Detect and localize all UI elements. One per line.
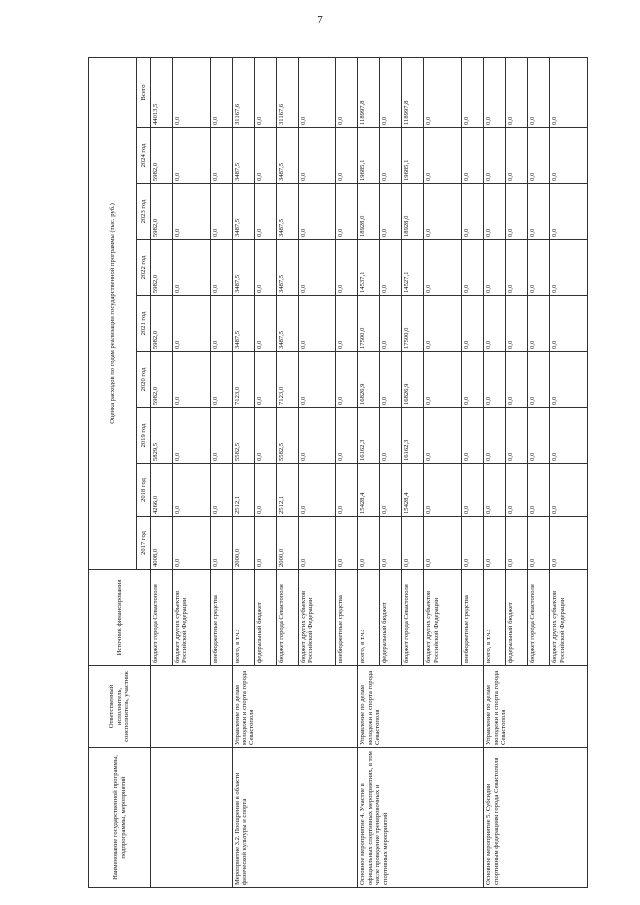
year-value-cell: 0,0	[380, 408, 402, 464]
year-value-cell: 0,0	[173, 184, 211, 240]
year-value-cell: 0,0	[254, 240, 276, 296]
funding-source-cell: бюджет города Севастополя	[402, 570, 424, 666]
year-value-cell: 19685,1	[402, 128, 424, 184]
total-value-cell: 0,0	[424, 57, 462, 127]
funding-source-cell: внебюджетные средства	[210, 570, 232, 666]
header-executor: Ответственный исполнитель, соисполнитель, участник	[89, 666, 151, 748]
year-value-cell: 0,0	[254, 296, 276, 352]
year-value-cell: 0,0	[484, 128, 506, 184]
year-value-cell: 0,0	[484, 296, 506, 352]
total-value-cell: 118997,8	[358, 57, 380, 127]
funding-source-cell: внебюджетные средства	[462, 570, 484, 666]
year-value-cell: 0,0	[254, 352, 276, 408]
year-value-cell: 0,0	[336, 184, 358, 240]
total-value-cell: 0,0	[173, 57, 211, 127]
total-value-cell: 31167,6	[232, 57, 254, 127]
funding-source-cell: бюджет города Севастополя	[151, 570, 173, 666]
executor-cell	[151, 666, 233, 748]
year-value-cell: 0,0	[424, 128, 462, 184]
year-value-cell: 0,0	[380, 184, 402, 240]
year-value-cell: 15428,4	[358, 464, 380, 517]
year-value-cell: 0,0	[424, 184, 462, 240]
funding-source-cell: всего, в т.ч.:	[358, 570, 380, 666]
funding-source-cell: бюджет других субъектов Российской Федерации	[298, 570, 336, 666]
year-value-cell: 2512,1	[276, 464, 298, 517]
year-value-cell: 0,0	[424, 517, 462, 570]
year-value-cell: 0,0	[424, 464, 462, 517]
year-value-cell: 0,0	[484, 517, 506, 570]
program-name-cell: Мероприятие 3.2. Поощрения в области физической культуры и спорта	[232, 748, 358, 888]
year-value-cell: 7123,0	[276, 352, 298, 408]
year-value-cell: 0,0	[424, 240, 462, 296]
year-value-cell: 2000,0	[276, 517, 298, 570]
header-year: 2019 год	[137, 408, 151, 464]
table-row	[484, 57, 506, 887]
year-value-cell: 7123,0	[232, 352, 254, 408]
year-value-cell: 0,0	[358, 517, 380, 570]
year-value-cell: 0,0	[210, 184, 232, 240]
total-value-cell: 0,0	[298, 57, 336, 127]
year-value-cell: 0,0	[462, 240, 484, 296]
total-value-cell: 0,0	[462, 57, 484, 127]
funding-source-cell: федеральный бюджет	[380, 570, 402, 666]
year-value-cell: 0,0	[380, 352, 402, 408]
year-value-cell: 0,0	[462, 184, 484, 240]
year-value-cell: 0,0	[210, 296, 232, 352]
year-value-cell: 0,0	[462, 352, 484, 408]
year-value-cell: 3487,5	[232, 184, 254, 240]
funding-source-cell: всего, в т.ч.:	[232, 570, 254, 666]
executor-cell: Управление по делам молодежи и спорта города Севастополя	[232, 666, 358, 748]
year-value-cell: 0,0	[380, 296, 402, 352]
year-value-cell: 0,0	[484, 184, 506, 240]
year-value-cell: 0,0	[336, 408, 358, 464]
year-value-cell: 0,0	[298, 464, 336, 517]
year-value-cell: 4266,0	[151, 464, 173, 517]
year-value-cell: 0,0	[528, 352, 550, 408]
year-value-cell: 0,0	[424, 352, 462, 408]
total-value-cell: 118997,8	[402, 57, 424, 127]
header-year: 2023 год	[137, 184, 151, 240]
program-name-cell: Основное мероприятие 5. Субсидии спортивным федерациям города Севастополя	[484, 748, 588, 888]
year-value-cell: 16162,3	[358, 408, 380, 464]
funding-source-cell: бюджет других субъектов Российской Федерации	[550, 570, 588, 666]
header-source: Источник финансирования	[89, 570, 151, 666]
year-value-cell: 0,0	[380, 240, 402, 296]
year-value-cell: 0,0	[528, 128, 550, 184]
year-value-cell: 0,0	[380, 464, 402, 517]
header-year: 2020 год	[137, 352, 151, 408]
year-value-cell: 0,0	[336, 296, 358, 352]
year-value-cell: 0,0	[550, 517, 588, 570]
header-year: 2018 год	[137, 464, 151, 517]
year-value-cell: 0,0	[550, 184, 588, 240]
year-value-cell: 0,0	[506, 184, 528, 240]
table-row	[358, 57, 380, 887]
executor-cell: Управление по делам молодежи и спорта города Севастополя	[358, 666, 484, 748]
year-value-cell: 0,0	[173, 128, 211, 184]
year-value-cell: 0,0	[298, 517, 336, 570]
year-value-cell: 0,0	[528, 184, 550, 240]
funding-source-cell: федеральный бюджет	[506, 570, 528, 666]
year-value-cell: 0,0	[298, 128, 336, 184]
year-value-cell: 0,0	[550, 128, 588, 184]
year-value-cell: 0,0	[298, 240, 336, 296]
year-value-cell: 0,0	[210, 352, 232, 408]
year-value-cell: 3487,5	[232, 128, 254, 184]
page-number: 7	[317, 14, 323, 26]
year-value-cell: 0,0	[506, 408, 528, 464]
funding-source-cell: бюджет города Севастополя	[528, 570, 550, 666]
year-value-cell: 0,0	[528, 240, 550, 296]
year-value-cell: 0,0	[550, 464, 588, 517]
year-value-cell: 5982,0	[151, 128, 173, 184]
executor-cell: Управление по делам молодежи и спорта города Севастополя	[484, 666, 588, 748]
header-year: 2021 год	[137, 296, 151, 352]
year-value-cell: 0,0	[462, 464, 484, 517]
year-value-cell: 5982,0	[151, 184, 173, 240]
total-value-cell: 0,0	[506, 57, 528, 127]
year-value-cell: 0,0	[550, 352, 588, 408]
year-value-cell: 0,0	[254, 408, 276, 464]
year-value-cell: 0,0	[506, 240, 528, 296]
year-value-cell: 14537,1	[358, 240, 380, 296]
year-value-cell: 0,0	[550, 240, 588, 296]
year-value-cell: 0,0	[173, 352, 211, 408]
year-value-cell: 0,0	[380, 517, 402, 570]
year-value-cell: 0,0	[484, 240, 506, 296]
year-value-cell: 5829,5	[151, 408, 173, 464]
year-value-cell: 0,0	[254, 464, 276, 517]
year-value-cell: 0,0	[336, 517, 358, 570]
table-wrapper	[88, 58, 588, 888]
year-value-cell: 18928,0	[358, 184, 380, 240]
year-value-cell: 0,0	[210, 464, 232, 517]
header-year: 2024 год	[137, 128, 151, 184]
year-value-cell: 0,0	[402, 517, 424, 570]
total-value-cell: 0,0	[210, 57, 232, 127]
funding-source-cell: всего, в т.ч.:	[484, 570, 506, 666]
year-value-cell: 16826,9	[402, 352, 424, 408]
year-value-cell: 0,0	[506, 517, 528, 570]
total-value-cell: 0,0	[550, 57, 588, 127]
year-value-cell: 18928,0	[402, 184, 424, 240]
year-value-cell: 4008,0	[151, 517, 173, 570]
year-value-cell: 0,0	[298, 296, 336, 352]
year-value-cell: 0,0	[424, 296, 462, 352]
year-value-cell: 0,0	[550, 408, 588, 464]
year-value-cell: 0,0	[506, 296, 528, 352]
year-value-cell: 3487,5	[276, 184, 298, 240]
year-value-cell: 0,0	[528, 296, 550, 352]
year-value-cell: 0,0	[424, 408, 462, 464]
year-value-cell: 0,0	[528, 464, 550, 517]
year-value-cell: 15428,4	[402, 464, 424, 517]
year-value-cell: 0,0	[506, 352, 528, 408]
year-value-cell: 0,0	[336, 464, 358, 517]
funding-source-cell: бюджет города Севастополя	[276, 570, 298, 666]
header-total: Всего	[137, 57, 151, 127]
year-value-cell: 5982,0	[151, 296, 173, 352]
table-row	[151, 57, 173, 887]
header-year: 2017 год	[137, 517, 151, 570]
year-value-cell: 5982,0	[151, 352, 173, 408]
total-value-cell: 44013,5	[151, 57, 173, 127]
funding-source-cell: бюджет других субъектов Российской Федерации	[173, 570, 211, 666]
year-value-cell: 0,0	[506, 464, 528, 517]
year-value-cell: 0,0	[528, 408, 550, 464]
year-value-cell: 0,0	[298, 352, 336, 408]
year-value-cell: 0,0	[298, 184, 336, 240]
year-value-cell: 0,0	[336, 240, 358, 296]
year-value-cell: 0,0	[462, 128, 484, 184]
year-value-cell: 0,0	[173, 464, 211, 517]
year-value-cell: 2512,1	[232, 464, 254, 517]
year-value-cell: 17500,0	[358, 296, 380, 352]
year-value-cell: 5582,5	[276, 408, 298, 464]
year-value-cell: 0,0	[210, 128, 232, 184]
total-value-cell: 0,0	[528, 57, 550, 127]
year-value-cell: 17500,0	[402, 296, 424, 352]
year-value-cell: 0,0	[173, 240, 211, 296]
year-value-cell: 0,0	[210, 408, 232, 464]
header-name: Наименование государственной программы, подпрограммы, мероприятий	[89, 748, 151, 888]
year-value-cell: 0,0	[484, 408, 506, 464]
header-year: 2022 год	[137, 240, 151, 296]
year-value-cell: 3487,5	[276, 296, 298, 352]
year-value-cell: 0,0	[528, 517, 550, 570]
year-value-cell: 3487,5	[276, 240, 298, 296]
year-value-cell: 0,0	[336, 128, 358, 184]
total-value-cell: 31167,6	[276, 57, 298, 127]
year-value-cell: 0,0	[484, 464, 506, 517]
total-value-cell: 0,0	[484, 57, 506, 127]
table-row	[232, 57, 254, 887]
year-value-cell: 5982,0	[151, 240, 173, 296]
year-value-cell: 0,0	[462, 408, 484, 464]
year-value-cell: 0,0	[254, 517, 276, 570]
program-name-cell: Основное мероприятие 4. Участие в официальных спортивных мероприятиях, в том числе проведение тренировочных и спортивных мероприятий	[358, 748, 484, 888]
year-value-cell: 0,0	[550, 296, 588, 352]
year-value-cell: 14527,1	[402, 240, 424, 296]
year-value-cell: 5582,5	[232, 408, 254, 464]
funding-source-cell: бюджет других субъектов Российской Федерации	[424, 570, 462, 666]
year-value-cell: 0,0	[210, 517, 232, 570]
year-value-cell: 0,0	[506, 128, 528, 184]
year-value-cell: 0,0	[336, 352, 358, 408]
year-value-cell: 0,0	[462, 517, 484, 570]
total-value-cell: 0,0	[336, 57, 358, 127]
funding-source-cell: федеральный бюджет	[254, 570, 276, 666]
year-value-cell: 19685,1	[358, 128, 380, 184]
year-value-cell: 0,0	[484, 352, 506, 408]
year-value-cell: 0,0	[173, 408, 211, 464]
year-value-cell: 0,0	[254, 184, 276, 240]
year-value-cell: 0,0	[298, 408, 336, 464]
year-value-cell: 2000,0	[232, 517, 254, 570]
year-value-cell: 0,0	[173, 296, 211, 352]
year-value-cell: 16826,9	[358, 352, 380, 408]
rotated-table-container	[88, 58, 588, 888]
year-value-cell: 3487,5	[232, 296, 254, 352]
year-value-cell: 0,0	[462, 296, 484, 352]
budget-table	[88, 57, 588, 888]
year-value-cell: 0,0	[380, 128, 402, 184]
funding-source-cell: внебюджетные средства	[336, 570, 358, 666]
year-value-cell: 0,0	[173, 517, 211, 570]
year-value-cell: 0,0	[210, 240, 232, 296]
program-name-cell	[151, 748, 233, 888]
year-value-cell: 3487,5	[232, 240, 254, 296]
total-value-cell: 0,0	[254, 57, 276, 127]
year-value-cell: 3487,5	[276, 128, 298, 184]
year-value-cell: 16162,3	[402, 408, 424, 464]
total-value-cell: 0,0	[380, 57, 402, 127]
header-estimate: Оценка расходов по годам реализации государственной программы (тыс. руб.)	[89, 57, 137, 569]
table-body	[151, 57, 588, 887]
year-value-cell: 0,0	[254, 128, 276, 184]
